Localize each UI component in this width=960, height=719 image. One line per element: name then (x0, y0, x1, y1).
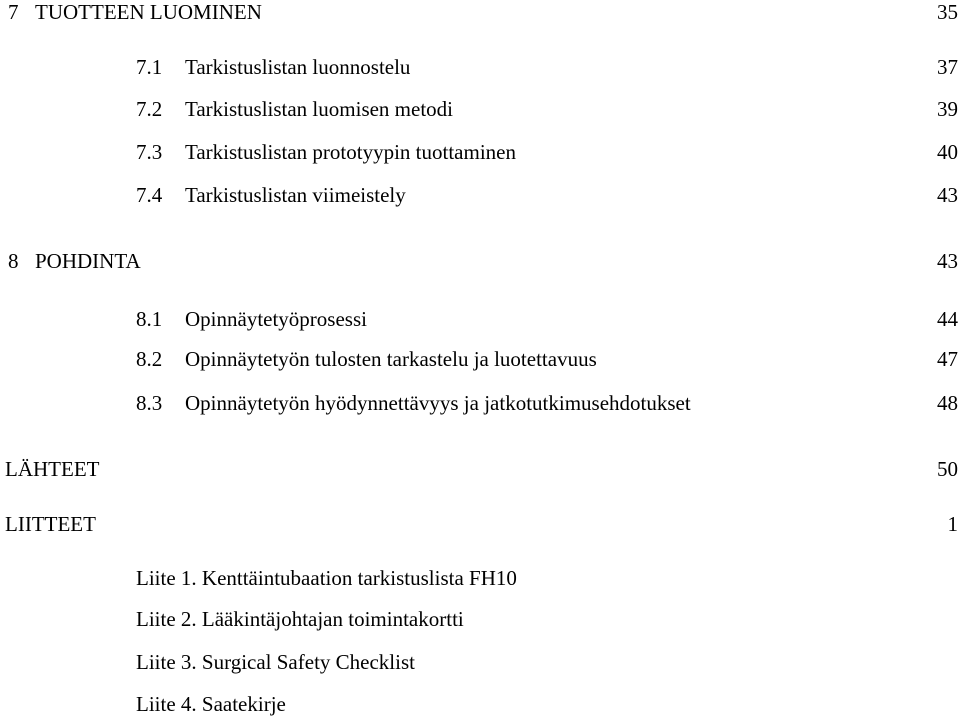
toc-entry-8-1[interactable] (0, 304, 960, 334)
toc-entry-title: LIITTEET (5, 512, 96, 536)
toc-entry-page: 39 (937, 97, 958, 121)
toc-entry-page: 35 (937, 0, 958, 24)
toc-entry-title: Tarkistuslistan luomisen metodi (185, 97, 454, 121)
toc-entry-liitteet[interactable] (0, 509, 960, 539)
toc-entry-page: 37 (937, 55, 958, 79)
appendix-item[interactable] (0, 604, 960, 634)
toc-entry-8-2[interactable] (0, 344, 960, 374)
toc-entry-page: 40 (937, 140, 958, 164)
toc-entry-page: 1 (947, 512, 958, 536)
toc-entry-8[interactable] (0, 246, 960, 276)
toc-entry-page: 43 (937, 183, 958, 207)
appendix-title: Liite 3. Surgical Safety Checklist (136, 650, 415, 674)
toc-entry-number: 7.3 (136, 140, 163, 164)
toc-entry-7-4[interactable] (0, 180, 960, 210)
toc-entry-8-3[interactable] (0, 388, 960, 418)
toc-entry-title: Opinnäytetyön hyödynnettävyys ja jatkotutkimusehdotukset (185, 391, 691, 415)
toc-entry-7[interactable] (0, 0, 960, 27)
appendix-title: Liite 1. Kenttäintubaation tarkistuslista FH10 (136, 566, 517, 590)
appendix-title: Liite 4. Saatekirje (136, 692, 286, 716)
toc-entry-number: 8.3 (136, 391, 163, 415)
toc-entry-number: 8.2 (136, 347, 163, 371)
appendix-title: Liite 2. Lääkintäjohtajan toimintakortti (136, 607, 464, 631)
toc-entry-7-3[interactable] (0, 137, 960, 167)
toc-entry-page: 47 (937, 347, 958, 371)
toc-entry-number: 7.4 (136, 183, 163, 207)
toc-entry-page: 44 (937, 307, 958, 331)
toc-entry-page: 50 (937, 457, 958, 481)
toc-entry-lahteet[interactable] (0, 454, 960, 484)
toc-entry-number: 8.1 (136, 307, 163, 331)
toc-entry-page: 48 (937, 391, 958, 415)
toc-entry-title: TUOTTEEN LUOMINEN (35, 0, 262, 24)
toc-entry-title: Tarkistuslistan viimeistely (185, 183, 406, 207)
toc-entry-number: 8 (8, 249, 19, 273)
toc-entry-number: 7.1 (136, 55, 163, 79)
appendix-item[interactable] (0, 647, 960, 677)
toc-entry-title: Tarkistuslistan prototyypin tuottaminen (185, 140, 516, 164)
toc-entry-title: Opinnäytetyön tulosten tarkastelu ja luotettavuus (185, 347, 597, 371)
toc-entry-title: POHDINTA (35, 249, 141, 273)
toc-entry-title: Tarkistuslistan luonnostelu (185, 55, 411, 79)
toc-entry-number: 7 (8, 0, 19, 24)
toc-entry-number: 7.2 (136, 97, 163, 121)
toc-entry-page: 43 (937, 249, 958, 273)
toc-entry-7-1[interactable] (0, 52, 960, 82)
toc-entry-title: Opinnäytetyöprosessi (185, 307, 367, 331)
appendix-item[interactable] (0, 563, 960, 593)
appendix-item[interactable] (0, 689, 960, 719)
toc-entry-title: LÄHTEET (5, 457, 100, 481)
toc-entry-7-2[interactable] (0, 94, 960, 124)
